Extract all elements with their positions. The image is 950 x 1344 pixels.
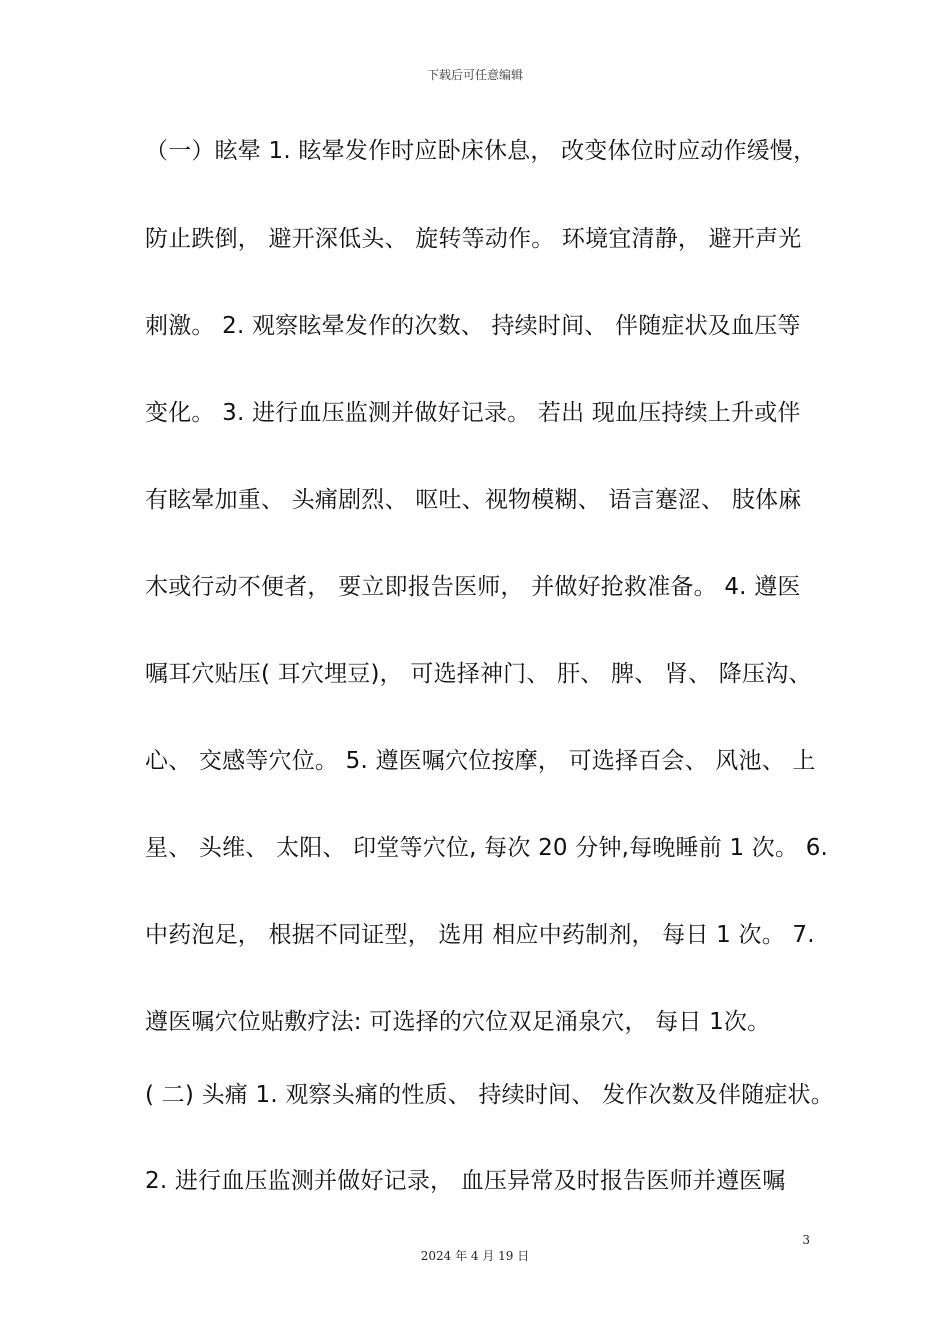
paragraph-line: 防止跌倒， 避开深低头、 旋转等动作。 环境宜清静， 避开声光 xyxy=(145,226,802,252)
paragraph-line: 木或行动不便者， 要立即报告医师， 并做好抢救准备。 4. 遵医 xyxy=(145,574,801,600)
paragraph-line: 心、 交感等穴位。 5. 遵医嘱穴位按摩， 可选择百会、 风池、 上 xyxy=(145,748,816,774)
paragraph-line: 刺激。 2. 观察眩晕发作的次数、 持续时间、 伴随症状及血压等 xyxy=(145,313,801,339)
paragraph-line: （一）眩晕 1. 眩晕发作时应卧床休息， 改变体位时应动作缓慢， xyxy=(145,138,817,164)
paragraph-line: 变化。 3. 进行血压监测并做好记录。 若出 现血压持续上升或伴 xyxy=(145,400,801,426)
page-footer-date: 2024 年 4 月 19 日 xyxy=(420,1249,530,1263)
page-number: 3 xyxy=(802,1233,810,1247)
paragraph-line: 中药泡足， 根据不同证型， 选用 相应中药制剂， 每日 1 次。 7. xyxy=(145,922,815,948)
paragraph-line: ( 二) 头痛 1. 观察头痛的性质、 持续时间、 发作次数及伴随症状。 xyxy=(145,1082,834,1108)
paragraph-line: 2. 进行血压监测并做好记录， 血压异常及时报告医师并遵医嘱 xyxy=(145,1168,786,1194)
paragraph-line: 嘱耳穴贴压( 耳穴埋豆)， 可选择神门、 肝、 脾、 肾、 降压沟、 xyxy=(145,661,812,687)
page-header: 下载后可任意编辑 xyxy=(426,68,523,82)
paragraph-line: 星、 头维、 太阳、 印堂等穴位, 每次 20 分钟,每晚睡前 1 次。 6. xyxy=(145,835,829,861)
paragraph-line: 有眩晕加重、 头痛剧烈、 呕吐、视物模糊、 语言蹇涩、 肢体麻 xyxy=(145,487,802,513)
paragraph-line: 遵医嘱穴位贴敷疗法: 可选择的穴位双足涌泉穴， 每日 1次。 xyxy=(145,1009,771,1035)
